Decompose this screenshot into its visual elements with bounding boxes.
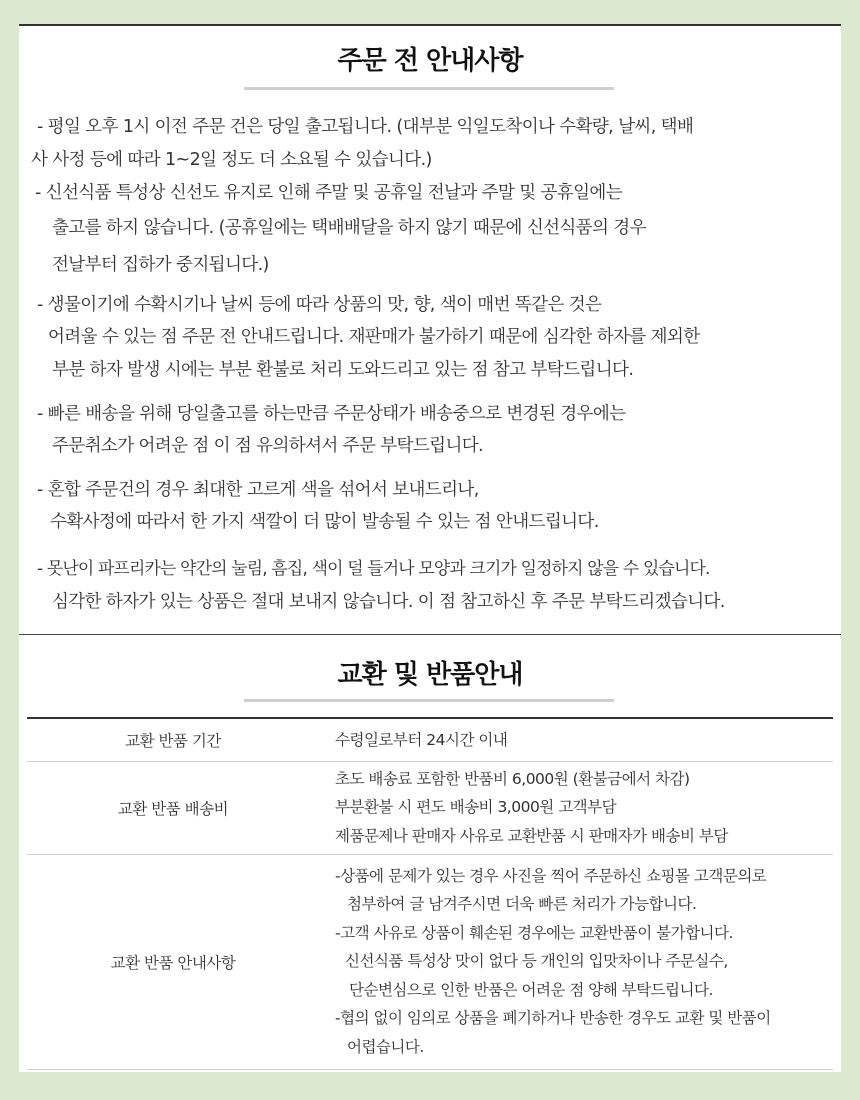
content-line: 초도 배송료 포함한 반품비 6,000원 (환불금에서 차감): [335, 769, 690, 788]
order-notice-title-underline: [244, 87, 614, 90]
table-row: [27, 854, 833, 1069]
content-line: 어렵습니다.: [347, 1037, 424, 1056]
section-divider: [19, 634, 841, 635]
notice-line: 주문취소가 어려운 점 이 점 유의하셔서 주문 부탁드립니다.: [52, 436, 484, 456]
notice-panel: [19, 24, 841, 1072]
table-row: [27, 761, 833, 854]
content-line: 수령일로부터 24시간 이내: [335, 730, 508, 749]
row-label: 교환 반품 안내사항: [27, 854, 319, 1069]
row-label: 교환 반품 배송비: [27, 761, 319, 854]
content-line: 부분환불 시 편도 배송비 3,000원 고객부담: [335, 798, 617, 817]
content-line: 첨부하여 글 남겨주시면 더욱 빠른 처리가 가능합니다.: [347, 895, 697, 914]
exchange-title: 교환 및 반품안내: [337, 660, 523, 690]
notice-line: 부분 하자 발생 시에는 부분 환불로 처리 도와드리고 있는 점 참고 부탁드립니다.: [52, 360, 634, 380]
notice-line: - 신선식품 특성상 신선도 유지로 인해 주말 및 공휴일 전날과 주말 및 공휴일에는: [35, 183, 623, 203]
notice-line: 어려울 수 있는 점 주문 전 안내드립니다. 재판매가 불가하기 때문에 심각한 하자를 제외한: [48, 327, 700, 347]
exchange-info-table: [27, 717, 833, 1070]
notice-line: - 생물이기에 수확시기나 날씨 등에 따라 상품의 맛, 향, 색이 매번 똑같은 것은: [37, 295, 602, 315]
content-line: 신선식품 특성상 맛이 없다 등 개인의 입맛차이나 주문실수,: [345, 952, 728, 971]
order-notice-title: 주문 전 안내사항: [337, 46, 523, 76]
content-line: -상품에 문제가 있는 경우 사진을 찍어 주문하신 쇼핑몰 고객문의로: [335, 866, 767, 885]
notice-line: 사 사정 등에 따라 1~2일 정도 더 소요될 수 있습니다.): [31, 150, 432, 170]
notice-line: - 혼합 주문건의 경우 최대한 고르게 색을 섞어서 보내드리나,: [37, 480, 479, 500]
notice-line: 수확사정에 따라서 한 가지 색깔이 더 많이 발송될 수 있는 점 안내드립니다.: [50, 512, 599, 532]
row-content: [319, 761, 833, 854]
content-line: 제품문제나 판매자 사유로 교환반품 시 판매자가 배송비 부담: [335, 826, 728, 845]
notice-line: 출고를 하지 않습니다. (공휴일에는 택배배달을 하지 않기 때문에 신선식품의 경우: [52, 218, 646, 238]
exchange-title-underline: [244, 699, 614, 702]
notice-line: - 빠른 배송을 위해 당일출고를 하는만큼 주문상태가 배송중으로 변경된 경우에는: [37, 404, 626, 424]
notice-line: 심각한 하자가 있는 상품은 절대 보내지 않습니다. 이 점 참고하신 후 주문 부탁드리겠습니다.: [52, 592, 725, 612]
notice-line: - 평일 오후 1시 이전 주문 건은 당일 출고됩니다. (대부분 익일도착이나 수확량, 날씨, 택배: [37, 117, 694, 137]
content-line: -고객 사유로 상품이 훼손된 경우에는 교환반품이 불가합니다.: [335, 923, 733, 942]
notice-line: 전날부터 집하가 중지됩니다.): [52, 255, 269, 275]
notice-line: - 못난이 파프리카는 약간의 눌림, 흠집, 색이 덜 들거나 모양과 크기가 일정하지 않을 수 있습니다.: [37, 558, 710, 578]
table-row: [27, 718, 833, 761]
row-content: [319, 718, 833, 761]
row-label: 교환 반품 기간: [27, 718, 319, 761]
row-content: [319, 854, 833, 1069]
content-line: 단순변심으로 인한 반품은 어려운 점 양해 부탁드립니다.: [349, 980, 713, 999]
content-line: -협의 없이 임의로 상품을 폐기하거나 반송한 경우도 교환 및 반품이: [335, 1009, 771, 1028]
